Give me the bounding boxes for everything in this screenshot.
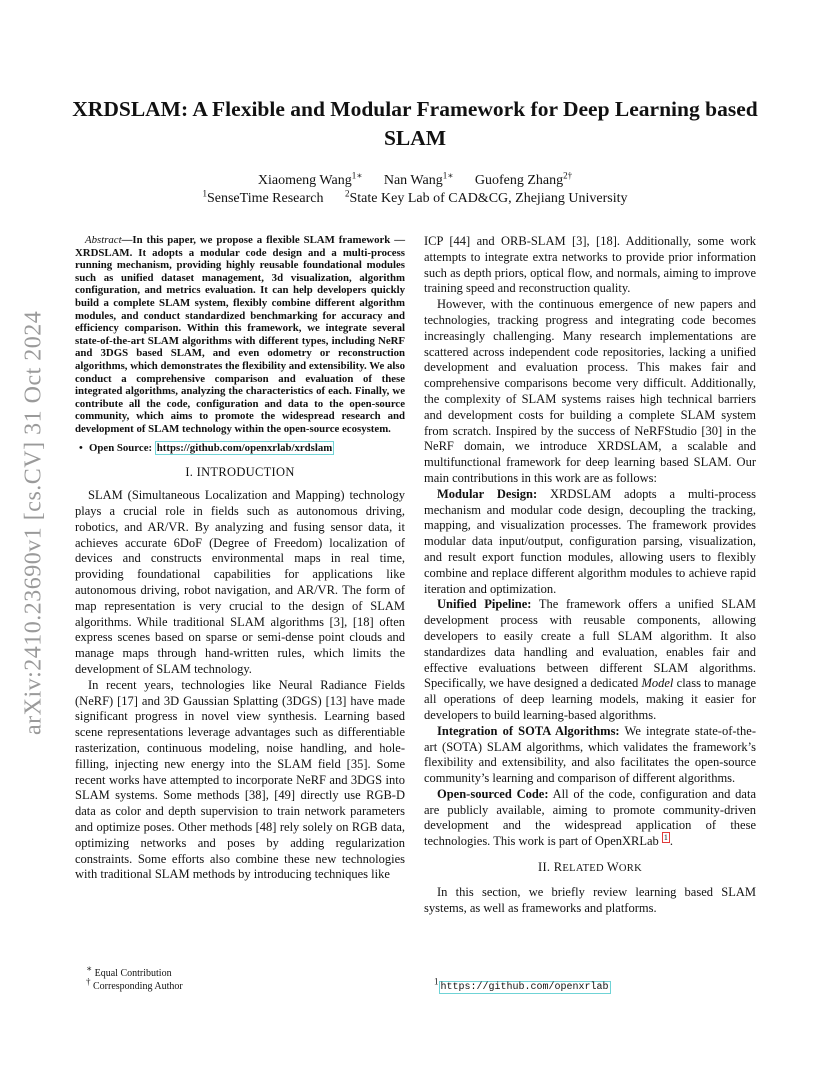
paper-title: XRDSLAM: A Flexible and Modular Framework for Deep Learning based SLAM	[72, 97, 758, 150]
author: Guofeng Zhang$^{2\dagger}$	[474, 170, 573, 188]
section-heading-related-work: II. RELATED WORK	[538, 860, 642, 875]
contribution-sota: Integration of SOTA Algorithms: We integrate state-of-the-art (SOTA) SLAM algorithms, which validates the framework’s flexibility and extensibility, and also facilitates the open-source community’s learning and comparison of different algorithms.	[424, 723, 756, 786]
contribution-modular: Modular Design: XRDSLAM adopts a multi-process mechanism and modular code design, decoupling the tracking, mapping, and visualization processes. The framework provides modular data input/output, configuration parsing, visualization, and result export function modules, allowing users to flexibly combine and replace different algorithm modules to achieve rapid iteration and optimization.	[424, 486, 756, 596]
footnote-ref-link[interactable]: 1	[663, 833, 668, 843]
author: Xiaomeng Wang$^{1∗}$	[257, 170, 363, 188]
affiliation: $^2$State Key Lab of CAD&CG, Zhejiang University	[345, 188, 628, 206]
body-paragraph: However, with the continuous emergence of new papers and technologies, tracking progress and integrating code becomes increasingly challenging. Many research implementations are scattered across independent code repositories, lacking a unified development and evaluation process. This makes fair and comprehensive comparisons become very difficult. Additionally, the complexity of SLAM systems raises high technical barriers and development costs for building a complete SLAM system from scratch. Inspired by the success of NeRFStudio [30] in the NeRF domain, we introduce XRDSLAM, a scalable and multifunctional framework for deep learning based SLAM. Our main contributions in this work are as follows:	[424, 297, 756, 485]
right-column	[424, 234, 756, 916]
body-paragraph: SLAM (Simultaneous Localization and Mapping) technology plays a crucial role in fields such as autonomous driving, robotics, and AR/VR. By analyzing and fusing sensor data, it achieves accurate 6DoF (Degree of Freedom) localization of devices and constructs environmental maps in real time, providing foundational capabilities for applications like autonomous driving, robot navigation, and AR/VR. The form of map representation is very crucial to the design of SLAM algorithms. While traditional SLAM algorithms [3], [18] often express scenes based on sparse or semi-dense point clouds and manage maps through hand-written rules, which limits the development of SLAM technology.	[75, 488, 405, 677]
section-heading-introduction: I. INTRODUCTION	[185, 464, 295, 479]
affiliation-list	[100, 190, 730, 208]
body-paragraph: In recent years, technologies like Neural Radiance Fields (NeRF) [17] and 3D Gaussian Splatting (3DGS) [13] have made significant progress in novel view synthesis. Learning based scene representations leverage advantages such as differentiable rasterization, continuous modeling, noise handling, and hole-filling, injecting new energy into the SLAM field [35]. Some recent works have attempted to incorporate NeRF and 3DGS into SLAM systems. Some methods [38], [49] directly use RGB-D data as color and depth supervision to train network parameters and optimize poses. Other methods [48] rely solely on RGB data, optimizing networks and poses by adding regularization constraints. Some efforts also combine these new technologies with traditional SLAM methods by introducing techniques like	[75, 677, 405, 882]
author-list	[100, 172, 730, 190]
affiliation: $^1$SenseTime Research	[202, 188, 324, 206]
openxrlab-link[interactable]: https://github.com/openxrlab	[440, 982, 609, 993]
body-paragraph: In this section, we briefly review learning based SLAM systems, as well as frameworks and platforms.	[424, 884, 756, 915]
abstract-text: —In this paper, we propose a flexible SLAM framework — XRDSLAM. It adopts a modular code design and a multi-process running mechanism, providing highly reusable foundational modules such as unified dataset management, 3d visualization, algorithm configuration, and metrics evaluation. It can help developers quickly build a complete SLAM system, flexibly combine different algorithm modules, and conduct standardized benchmarking for accuracy and efficiency comparison. Within this framework, we integrate several state-of-the-art SLAM algorithms with different types, including NeRF and 3DGS based SLAM, and even odometry or reconstruction algorithms, which demonstrates the flexibility and extensibility. We also conduct a comprehensive comparison and evaluation of these integrated algorithms, analyzing the characteristics of each. Finally, we contribute all the code, configuration and data to the open-source community, which aims to promote the widespread research and development of SLAM technology within the open-source ecosystem.	[75, 234, 405, 435]
open-source-label: Open Source:	[89, 441, 155, 454]
arxiv-identifier: arXiv:2410.23690v1 [cs.CV] 31 Oct 2024	[20, 310, 47, 735]
contribution-open-code: Open-sourced Code: All of the code, configuration and data are publicly available, aiming to promote community-driven development and the widespread application of these technologies. This work is part of OpenXRLab $^1$ .	[424, 786, 756, 849]
footnote: ∗ Equal Contribution	[86, 963, 172, 979]
footnote: † Corresponding Author	[86, 976, 183, 992]
footnote-right: $^1$https://github.com/openxrlab	[434, 976, 609, 993]
author: Nan Wang$^{1∗}$	[383, 170, 454, 188]
left-column	[75, 234, 405, 883]
abstract-label: Abstract	[85, 234, 122, 246]
contribution-unified: Unified Pipeline: The framework offers a unified SLAM development process with reusable components, allowing developers to easily create a full SLAM algorithm. It also standardizes data handling and evaluation, enables fair and effective evaluations between different SLAM algorithms. Specifically, we have designed a dedicated Model class to manage all operations of deep learning models, making it easier for developers to build learning-based algorithms.	[424, 597, 756, 722]
open-source-bullet: • Open Source: https://github.com/openxrlab/xrdslam	[79, 441, 333, 454]
body-paragraph: ICP [44] and ORB-SLAM [3], [18]. Additionally, some work attempts to integrate extra networks to provide prior information such as depth priors, optical flow, and normals, aiming to improve training speed and reconstruction quality.	[424, 234, 756, 296]
repo-link[interactable]: https://github.com/openxrlab/xrdslam	[156, 441, 333, 454]
footnotes-left	[86, 963, 386, 993]
abstract	[75, 234, 405, 436]
